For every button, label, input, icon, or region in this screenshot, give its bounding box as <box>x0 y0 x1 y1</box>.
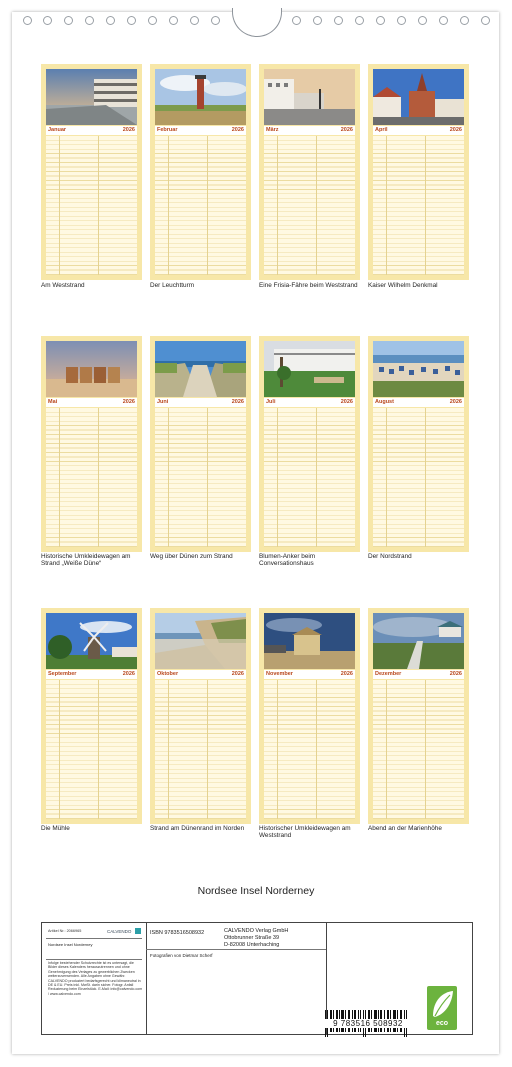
binding-hole <box>85 16 94 25</box>
binding-hole <box>481 16 490 25</box>
day-grid[interactable] <box>373 136 464 275</box>
month-panel-november <box>259 608 360 824</box>
calvendo-wordmark: CALVENDO <box>107 929 132 934</box>
photographer-credit: Fotografien von Dietmar Scherf <box>150 953 213 958</box>
day-grid[interactable] <box>155 136 246 275</box>
product-name: Nordsee Insel Norderney <box>48 942 93 947</box>
month-header <box>155 670 246 679</box>
legal-notice: Infolge bestehender Schutzrechte ist es untersagt, die Bilder dieses Kalenders herauszutrennen und ohne Genehmigung des Verlages zu gewerblichen Zwecken weiterzuverwenden. Alle Angaben ohne Gewähr. CALVENDO produziert bedarfsgerecht und klimaneutral in DE & EU. Preis inkl. MwSt. darin sicher. Fotogr. Anfall Reduzierung beim Einzelstück. E-Mail: info@calvendo.com / www.calvendo.com <box>48 961 143 996</box>
day-grid[interactable] <box>155 408 246 547</box>
month-header <box>373 126 464 135</box>
photo-caption: Am Weststrand <box>41 282 85 289</box>
month-year: 2026 <box>449 399 462 405</box>
binding-hole <box>190 16 199 25</box>
month-name: Oktober <box>157 671 179 677</box>
article-number: Artikel Nr.: 2066965 <box>48 929 82 933</box>
binding-hole <box>376 16 385 25</box>
eco-badge <box>427 986 457 1030</box>
photo-caption: Blumen-Anker beim Conversationshaus <box>259 553 316 568</box>
binding-hole <box>23 16 32 25</box>
month-panel-october <box>150 608 251 824</box>
binding-hole <box>169 16 178 25</box>
day-grid[interactable] <box>46 680 137 819</box>
month-year: 2026 <box>122 399 135 405</box>
binding-hole <box>211 16 220 25</box>
calendar-title: Nordsee Insel Norderney <box>197 885 315 897</box>
month-name: Mai <box>48 399 58 405</box>
binding-hole <box>64 16 73 25</box>
photo-blumen-anker <box>264 341 355 397</box>
month-year: 2026 <box>340 671 353 677</box>
month-panel-june <box>150 336 251 552</box>
divider <box>146 949 326 950</box>
month-year: 2026 <box>340 399 353 405</box>
month-panel-march <box>259 64 360 280</box>
month-panel-july <box>259 336 360 552</box>
month-panel-january <box>41 64 142 280</box>
month-panel-may <box>41 336 142 552</box>
month-header <box>46 126 137 135</box>
publisher-line: CALVENDO Verlag GmbH <box>224 928 289 934</box>
photo-marienhoehe <box>373 613 464 669</box>
photo-caption: Weg über Dünen zum Strand <box>150 553 233 560</box>
photo-caption: Eine Frisia-Fähre beim Weststrand <box>259 282 358 289</box>
month-year: 2026 <box>340 127 353 133</box>
month-panel-september <box>41 608 142 824</box>
month-year: 2026 <box>231 127 244 133</box>
binding-hole <box>148 16 157 25</box>
photo-caption: Historische Umkleidewagen am Strand „Weiße Düne“ <box>41 553 131 568</box>
barcode-number: 9 783516 508932 <box>322 1019 414 1028</box>
month-name: Januar <box>48 127 67 133</box>
photo-caption: Die Mühle <box>41 825 70 832</box>
month-name: Februar <box>157 127 178 133</box>
photo-caption: Der Nordstrand <box>368 553 412 560</box>
binding-hole <box>334 16 343 25</box>
binding-hole <box>127 16 136 25</box>
day-grid[interactable] <box>373 408 464 547</box>
month-name: Dezember <box>375 671 402 677</box>
photo-muehle <box>46 613 137 669</box>
month-header <box>264 398 355 407</box>
month-year: 2026 <box>231 671 244 677</box>
month-panel-august <box>368 336 469 552</box>
photo-caption: Strand am Dünenrand im Norden <box>150 825 245 832</box>
month-year: 2026 <box>449 127 462 133</box>
photo-kaiser-wilhelm-denkmal <box>373 69 464 125</box>
day-grid[interactable] <box>46 136 137 275</box>
binding-hole <box>43 16 52 25</box>
month-year: 2026 <box>231 399 244 405</box>
divider <box>46 938 142 939</box>
day-grid[interactable] <box>264 680 355 819</box>
month-name: August <box>375 399 394 405</box>
eco-label: eco <box>435 1020 449 1027</box>
photo-caption: Der Leuchtturm <box>150 282 195 289</box>
binding-hole <box>418 16 427 25</box>
photo-caption: Historischer Umkleidewagen am Weststrand <box>259 825 351 840</box>
month-name: März <box>266 127 279 133</box>
month-header <box>46 670 137 679</box>
month-header <box>264 126 355 135</box>
month-year: 2026 <box>122 671 135 677</box>
month-name: September <box>48 671 77 677</box>
calvendo-logo <box>106 927 142 936</box>
binding-hole <box>439 16 448 25</box>
binding-hole <box>106 16 115 25</box>
photo-duenenrand <box>155 613 246 669</box>
month-header <box>46 398 137 407</box>
month-year: 2026 <box>449 671 462 677</box>
binding-hole <box>313 16 322 25</box>
publisher-address <box>224 928 288 948</box>
photo-frisia-faehre <box>264 69 355 125</box>
publisher-line: Ottobrunner Straße 39 <box>224 934 280 941</box>
day-grid[interactable] <box>373 680 464 819</box>
month-panel-april <box>368 64 469 280</box>
photo-leuchtturm <box>155 69 246 125</box>
publisher-line: D-82008 Unterhaching <box>224 941 280 948</box>
imprint-left-column <box>42 923 147 1034</box>
binding-hole <box>460 16 469 25</box>
month-year: 2026 <box>122 127 135 133</box>
binding-hole <box>355 16 364 25</box>
photo-weststrand <box>46 69 137 125</box>
month-panel-december <box>368 608 469 824</box>
day-grid[interactable] <box>155 680 246 819</box>
isbn: ISBN 9783516508932 <box>150 930 205 936</box>
photo-umkleidewagen-weststrand <box>264 613 355 669</box>
day-grid[interactable] <box>46 408 137 547</box>
month-name: November <box>266 671 293 677</box>
day-grid[interactable] <box>264 408 355 547</box>
photo-caption: Kaiser Wilhelm Denkmal <box>368 282 438 289</box>
imprint-middle-column <box>146 923 327 1034</box>
month-name: April <box>375 127 388 133</box>
day-grid[interactable] <box>264 136 355 275</box>
month-name: Juli <box>266 399 276 405</box>
month-header <box>264 670 355 679</box>
divider <box>46 959 142 960</box>
month-header <box>155 398 246 407</box>
photo-nordstrand <box>373 341 464 397</box>
binding-hole <box>397 16 406 25</box>
month-header <box>155 126 246 135</box>
binding-hole <box>292 16 301 25</box>
photo-caption: Abend an der Marienhöhe <box>368 825 442 832</box>
month-name: Juni <box>157 399 169 405</box>
photo-umkleidewagen <box>46 341 137 397</box>
month-panel-february <box>150 64 251 280</box>
month-header <box>373 670 464 679</box>
month-header <box>373 398 464 407</box>
photo-dunenweg <box>155 341 246 397</box>
